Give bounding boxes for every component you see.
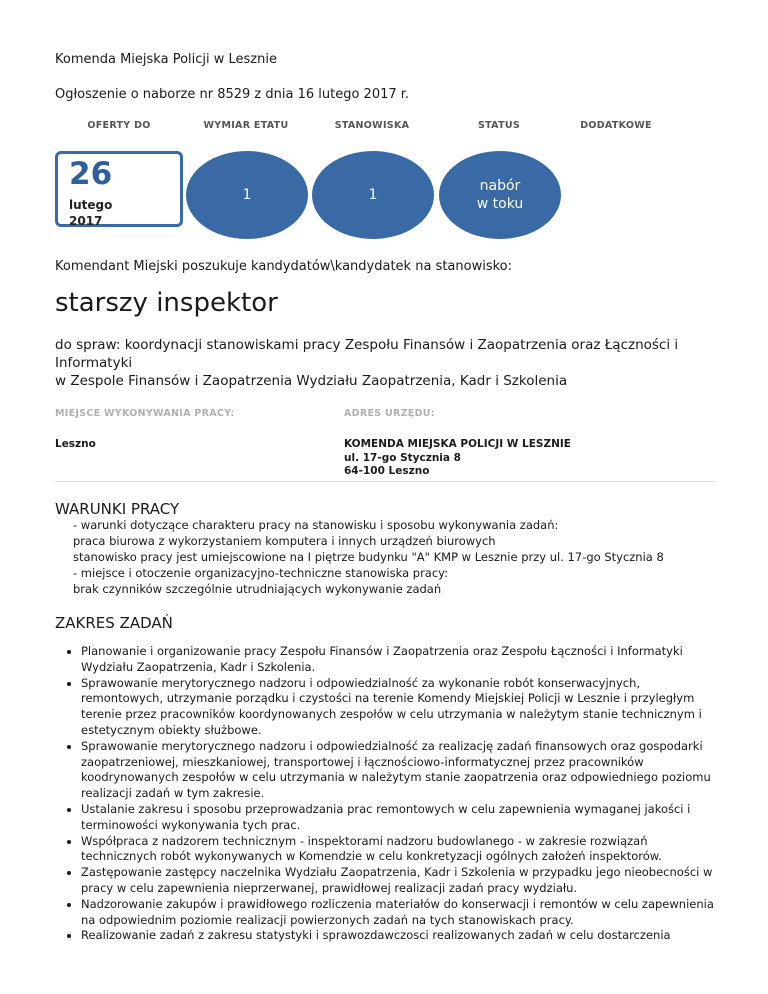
tasks-list	[64, 644, 717, 944]
info-headers	[55, 120, 715, 136]
stanowiska-value: 1	[368, 187, 378, 203]
conditions-line: - warunki dotyczące charakteru pracy na stanowisku i sposobu wykonywania zadań:	[73, 518, 559, 532]
task-item: • Ustalanie zakresu i sposobu przeprowadzania prac remontowych w celu zapewnienia wymaganej jakości i terminowości wykonywania tych prac.	[81, 802, 717, 834]
position-title: starszy inspektor	[55, 288, 278, 318]
task-item: • Realizowanie zadań z zakresu statystyki i sprawozdawczosci realizowanych zadań w celu dostarczenia	[81, 928, 717, 944]
place-label: MIEJSCE WYKONYWANIA PRACY:	[55, 408, 235, 419]
position-desc-line2: Informatyki	[55, 355, 133, 371]
task-item: • Sprawowanie merytorycznego nadzoru i odpowiedzialność za wykonanie robót konserwacyjnych, remontowych, utrzymanie porządku i czystości na terenie Komendy Miejskiej Policji w Lesznie i przyległym terenie przez pracowników koordynowanych zespołów w celu utrzymania w należytym stanie technicznym i estetycznym obiekty służbowe.	[81, 676, 717, 739]
stanowiska-badge	[312, 151, 434, 239]
conditions-line: - miejsce i otoczenie organizacyjno-techniczne stanowiska pracy:	[73, 566, 449, 580]
conditions-line: brak czynników szczególnie utrudniających wykonywanie zadań	[73, 582, 442, 596]
conditions-text	[73, 517, 713, 597]
task-item: • Nadzorowanie zakupów i prawidłowego rozliczenia materiałów do konserwacji i remontów w celu zapewnienia na odpowiednim poziomie realizacji powierzonych zadań na tych stanowiskach pracy.	[81, 897, 717, 929]
deadline-day: 26	[69, 156, 113, 192]
organization-name: Komenda Miejska Policji w Lesznie	[55, 52, 277, 67]
address-line1: KOMENDA MIEJSKA POLICJI W LESZNIE	[344, 438, 571, 450]
tasks-title: ZAKRES ZADAŃ	[55, 614, 173, 632]
conditions-line: stanowisko pracy jest umiejscowione na I piętrze budynku "A" KMP w Lesznie przy ul. 17-go Stycznia 8	[73, 550, 664, 564]
office-address	[344, 438, 571, 479]
section-divider	[55, 481, 715, 482]
header-oferty-do: OFERTY DO	[87, 120, 151, 131]
address-line3: 64-100 Leszno	[344, 465, 430, 477]
header-wymiar-etatu: WYMIAR ETATU	[203, 120, 289, 131]
place-value: Leszno	[55, 438, 96, 450]
etat-value: 1	[242, 187, 252, 203]
deadline-year: 2017	[69, 214, 103, 228]
task-item: • Planowanie i organizowanie pracy Zespołu Finansów i Zaopatrzenia oraz Zespołu Łączności i Informatyki Wydziału Zaopatrzenia, Kadr i Szkolenia.	[81, 644, 717, 676]
task-item: • Sprawowanie merytorycznego nadzoru i odpowiedzialność za realizację zadań finansowych oraz gospodarki zaopatrzeniowej, mieszkaniowej, transportowej i łącznościowo-informatycznej przez pracowników koodrynowanych zespołów w celu utrzymania w należytym stanie zaopatrzenia oraz odpowiedniego poziomu realizacji zadań w tym zakresie.	[81, 739, 717, 802]
position-description	[55, 336, 715, 390]
position-desc-line1: do spraw: koordynacji stanowiskami pracy Zespołu Finansów i Zaopatrzenia oraz Łączności i	[55, 337, 679, 353]
status-line1: nabór	[479, 178, 521, 194]
address-label: ADRES URZĘDU:	[344, 408, 435, 419]
seeking-text: Komendant Miejski poszukuje kandydatów\kandydatek na stanowisko:	[55, 259, 512, 274]
status-line2: w toku	[476, 196, 524, 212]
task-item: • Zastępowanie zastępcy naczelnika Wydziału Zaopatrzenia, Kadr i Szkolenia w przypadku jego nieobecności w pracy w celu zapewnienia nieprzerwanej, prawidłowej realizacji zadań pracy wydziału.	[81, 865, 717, 897]
conditions-line: praca biurowa z wykorzystaniem komputera i innych urządzeń biurowych	[73, 534, 496, 548]
announcement-title: Ogłoszenie o naborze nr 8529 z dnia 16 lutego 2017 r.	[55, 87, 410, 102]
task-item: • Współpraca z nadzorem technicznym - inspektorami nadzoru budowlanego - w zakresie rozwiązań technicznych robót wykonywanych w Komendzie w celu konkretyzacji ogólnych założeń inspektorów.	[81, 834, 717, 866]
deadline-month-year	[69, 197, 112, 229]
position-desc-line3: w Zespole Finansów i Zaopatrzenia Wydziału Zaopatrzenia, Kadr i Szkolenia	[55, 373, 568, 389]
status-badge	[439, 151, 561, 239]
header-status: STATUS	[477, 120, 521, 131]
deadline-month: lutego	[69, 198, 113, 212]
conditions-title: WARUNKI PRACY	[55, 500, 180, 518]
header-dodatkowe: DODATKOWE	[580, 120, 652, 131]
header-stanowiska: STANOWISKA	[334, 120, 410, 131]
address-line2: ul. 17-go Stycznia 8	[344, 451, 461, 464]
deadline-date-box	[55, 151, 183, 227]
etat-badge	[186, 151, 308, 239]
